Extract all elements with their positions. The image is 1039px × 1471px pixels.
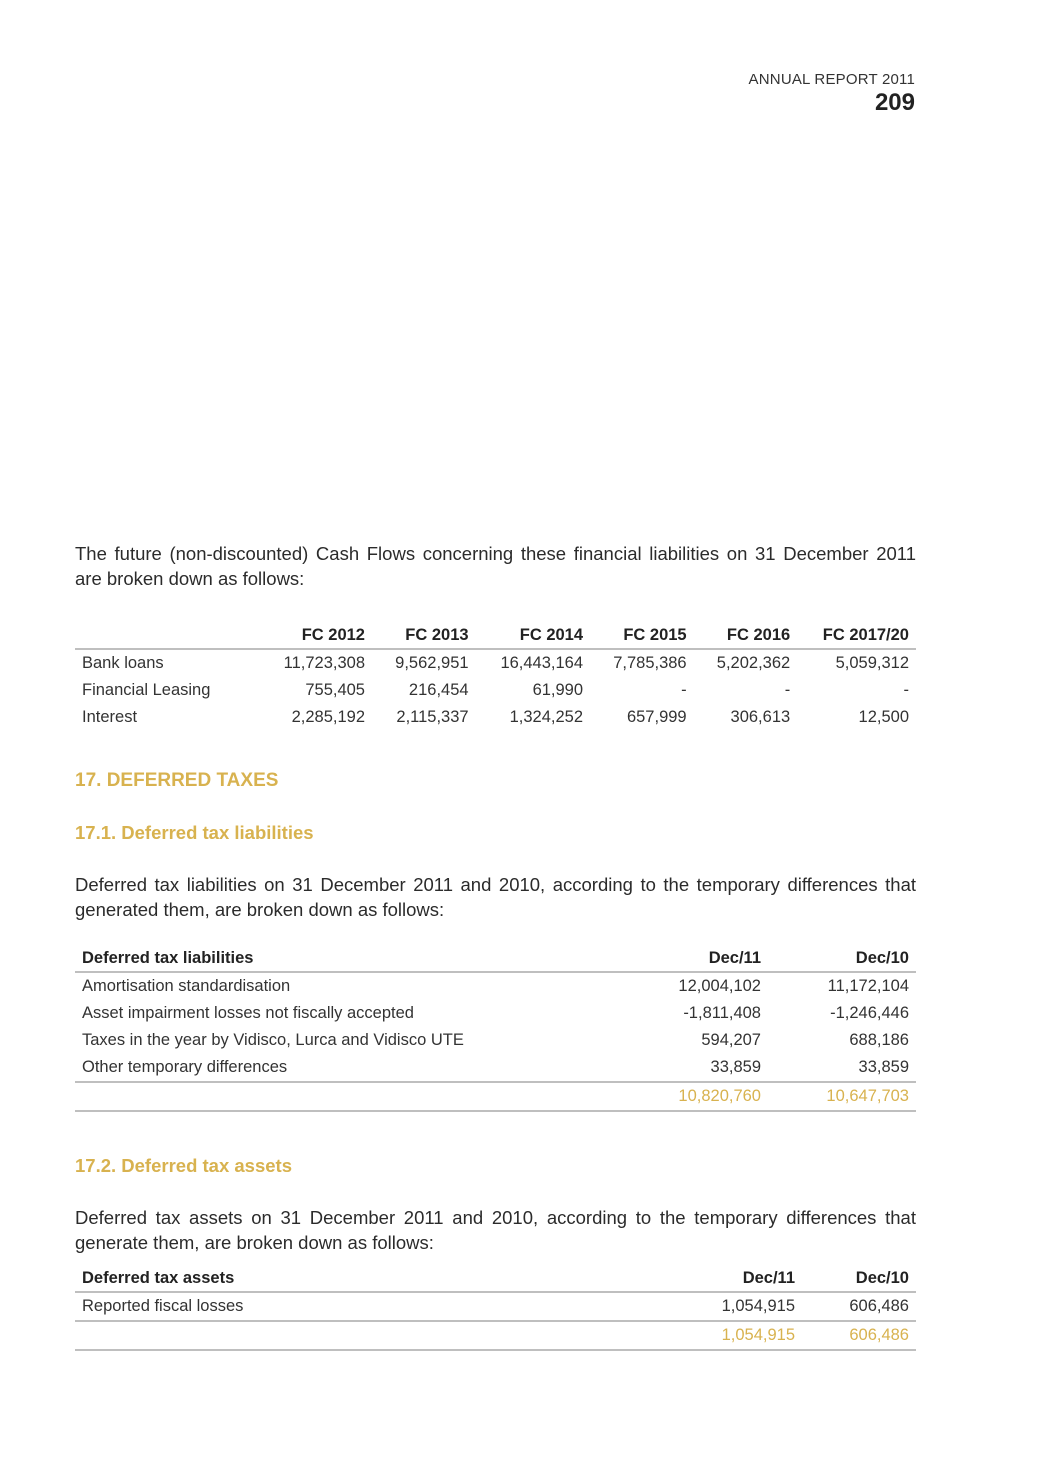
- table-cell: 1,054,915: [688, 1292, 802, 1321]
- row-label: Other temporary differences: [75, 1054, 620, 1082]
- table-row: [75, 649, 916, 677]
- total-cell: 10,647,703: [768, 1082, 916, 1111]
- table-cell: 33,859: [620, 1054, 768, 1082]
- cashflow-header-row: [75, 622, 916, 649]
- column-header: FC 2015: [590, 622, 694, 649]
- table-cell: 5,202,362: [716, 654, 791, 672]
- total-label: [75, 1082, 620, 1111]
- table-cell: 33,859: [768, 1054, 916, 1082]
- table-row: [75, 677, 916, 704]
- subsection-heading: 17.1. Deferred tax liabilities: [75, 822, 314, 843]
- page-number: 209: [874, 89, 915, 116]
- table-cell: 2,285,192: [291, 708, 365, 726]
- subsection-heading: 17.2. Deferred tax assets: [75, 1155, 292, 1176]
- row-label: Reported fiscal losses: [75, 1292, 688, 1321]
- table-cell: 7,785,386: [613, 654, 687, 672]
- table-cell: 2,115,337: [396, 708, 469, 726]
- cashflow-table: [75, 622, 916, 731]
- table-cell: 11,723,308: [283, 654, 365, 672]
- row-label: Amortisation standardisation: [82, 977, 291, 995]
- table-row: [75, 704, 916, 731]
- table-cell: -: [784, 681, 791, 699]
- report-title: ANNUAL REPORT 2011: [748, 71, 915, 88]
- table-cell: 11,172,104: [827, 977, 909, 995]
- table-cell: 594,207: [701, 1031, 761, 1049]
- table-cell: 606,486: [802, 1292, 916, 1321]
- table-cell: 12,004,102: [678, 977, 761, 995]
- column-header: Dec/10: [802, 1265, 916, 1292]
- column-header: FC 2012: [259, 622, 372, 649]
- page-header: [749, 71, 915, 117]
- liabilities-paragraph: Deferred tax liabilities on 31 December 2011 and 2010, according to the temporary differences that generated them, are broken down as follows:: [75, 874, 916, 920]
- column-header: FC 2017/20: [797, 622, 916, 649]
- column-header: FC 2013: [372, 622, 476, 649]
- total-label: [75, 1321, 688, 1350]
- total-cell: 10,820,760: [620, 1082, 768, 1111]
- row-label: Asset impairment losses not fiscally accepted: [82, 1004, 414, 1022]
- assets-paragraph: Deferred tax assets on 31 December 2011 and 2010, according to the temporary differences that generate them, are broken down as follows:: [75, 1207, 916, 1253]
- section-heading: 17. DEFERRED TAXES: [75, 770, 279, 791]
- column-header: Dec/10: [768, 945, 916, 972]
- column-header: FC 2014: [476, 622, 590, 649]
- row-label: Taxes in the year by Vidisco, Lurca and Vidisco UTE: [82, 1031, 464, 1049]
- table-row: [75, 1027, 916, 1054]
- table-cell: 657,999: [626, 708, 687, 726]
- column-header: FC 2016: [694, 622, 798, 649]
- row-label: Bank loans: [82, 654, 164, 672]
- table-row: [75, 972, 916, 1000]
- table-cell: -1,811,408: [683, 1004, 761, 1022]
- table-row: [75, 1292, 916, 1321]
- column-header: Deferred tax assets: [75, 1265, 688, 1292]
- total-cell: 1,054,915: [688, 1321, 802, 1350]
- row-label: Interest: [82, 708, 138, 726]
- table-cell: -: [681, 681, 687, 699]
- table-cell: 755,405: [305, 681, 365, 699]
- table-cell: 5,059,312: [835, 654, 909, 672]
- column-header: [75, 622, 259, 649]
- assets-header-row: [75, 1265, 916, 1292]
- column-header: Deferred tax liabilities: [75, 945, 620, 972]
- deferred-tax-liabilities-table: [75, 945, 916, 1112]
- intro-paragraph: The future (non-discounted) Cash Flows concerning these financial liabilities on 31 December 2011 are broken down as follows:: [75, 543, 916, 589]
- deferred-tax-assets-table: [75, 1265, 916, 1351]
- table-cell: 16,443,164: [500, 654, 584, 672]
- liabilities-header-row: [75, 945, 916, 972]
- table-row: [75, 1054, 916, 1082]
- table-cell: -1,246,446: [830, 1004, 909, 1022]
- table-cell: 688,186: [849, 1031, 909, 1049]
- table-cell: 9,562,951: [395, 654, 469, 672]
- row-label: Financial Leasing: [82, 681, 211, 699]
- table-row: [75, 1000, 916, 1027]
- column-header: Dec/11: [688, 1265, 802, 1292]
- table-cell: -: [903, 681, 909, 699]
- total-cell: 606,486: [802, 1321, 916, 1350]
- table-cell: 306,613: [730, 708, 791, 726]
- total-row: [75, 1082, 916, 1111]
- table-cell: 12,500: [858, 708, 909, 726]
- total-row: [75, 1321, 916, 1350]
- table-cell: 1,324,252: [509, 708, 584, 726]
- column-header: Dec/11: [620, 945, 768, 972]
- table-cell: 61,990: [532, 681, 584, 699]
- table-cell: 216,454: [408, 681, 469, 699]
